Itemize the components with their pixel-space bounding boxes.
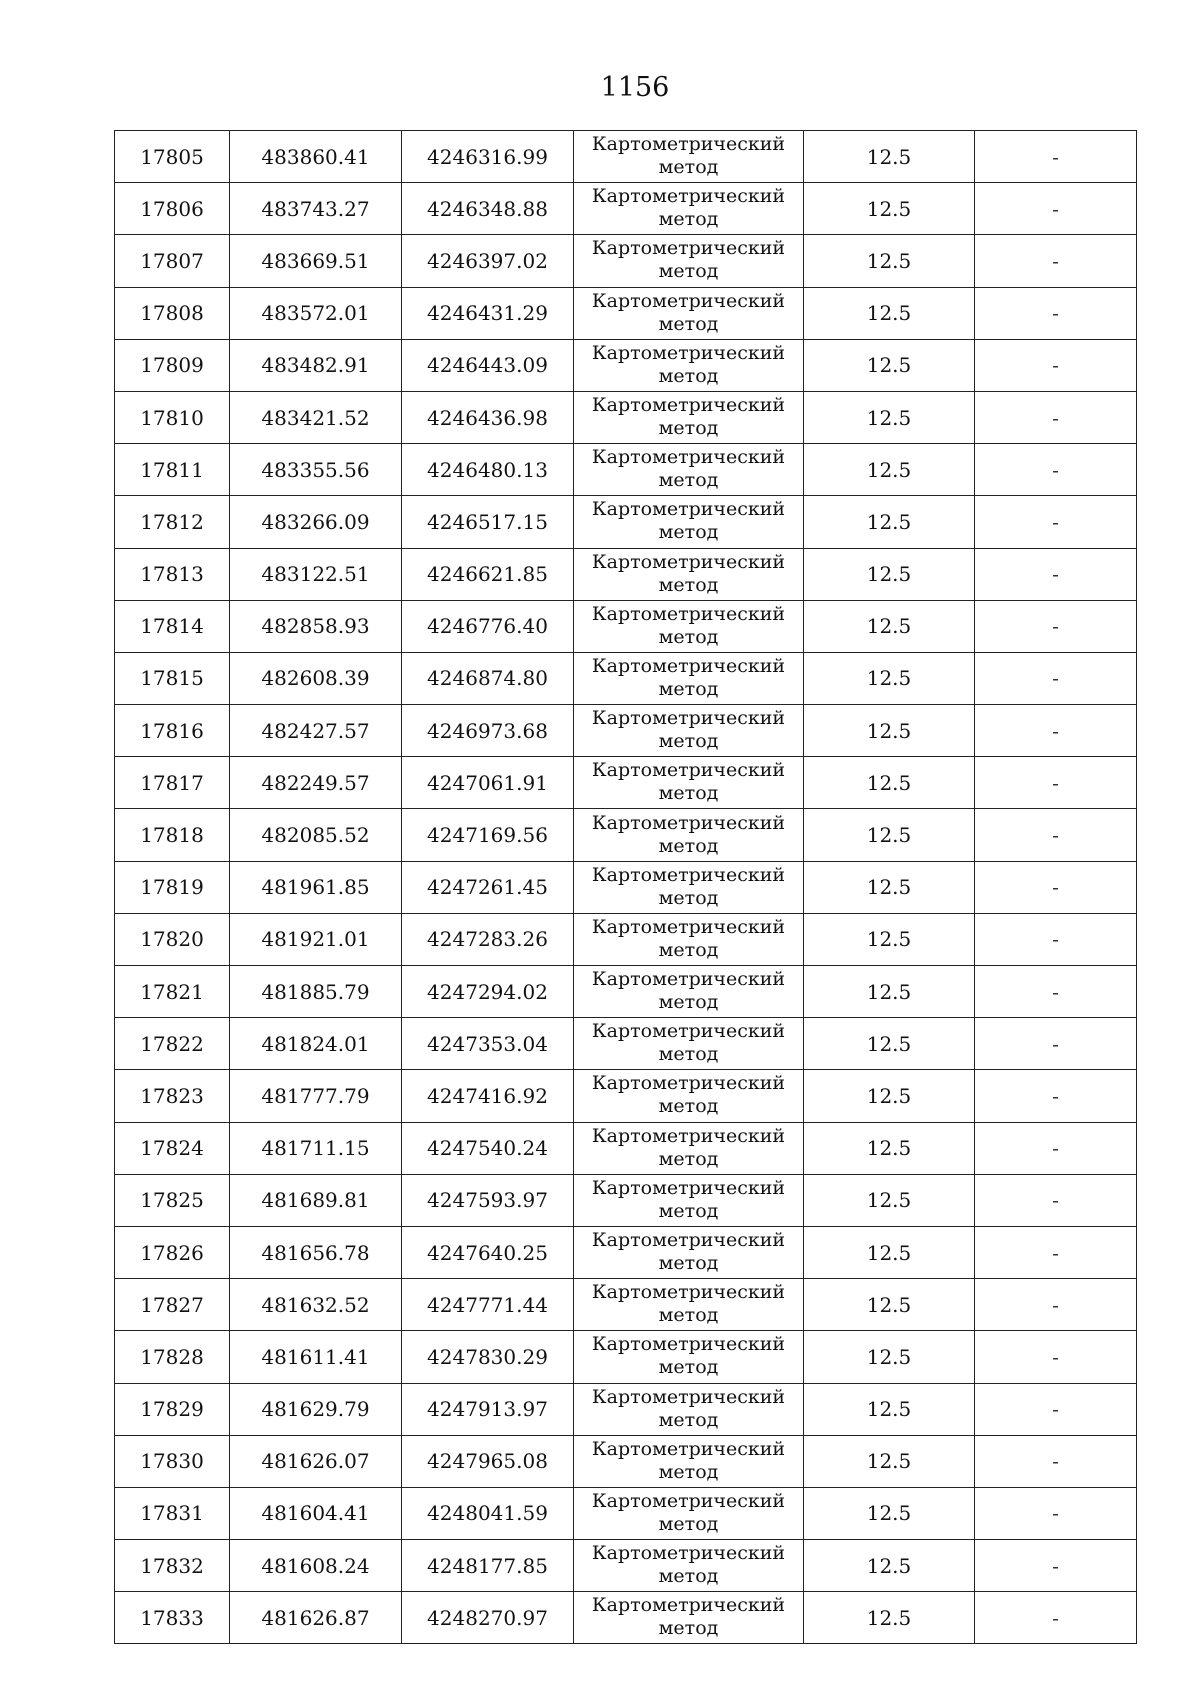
accuracy-cell: 12.5 xyxy=(804,1070,975,1122)
method-text-line1: Картометрический xyxy=(591,1385,786,1408)
method-cell xyxy=(574,496,804,548)
accuracy-cell: 12.5 xyxy=(804,1592,975,1644)
table-row xyxy=(115,1279,1137,1331)
note-cell: - xyxy=(975,600,1137,652)
method-cell xyxy=(574,705,804,757)
point-number-cell: 17832 xyxy=(115,1540,230,1592)
accuracy-cell: 12.5 xyxy=(804,1122,975,1174)
x-coordinate-cell: 481604.41 xyxy=(230,1487,402,1539)
method-cell xyxy=(574,757,804,809)
method-cell xyxy=(574,183,804,235)
x-coordinate-cell: 481777.79 xyxy=(230,1070,402,1122)
accuracy-cell: 12.5 xyxy=(804,652,975,704)
method-text-line2: метод xyxy=(658,1043,719,1066)
method-text-line2: метод xyxy=(658,1147,719,1170)
accuracy-cell: 12.5 xyxy=(804,861,975,913)
accuracy-cell: 12.5 xyxy=(804,131,975,183)
y-coordinate-cell: 4247169.56 xyxy=(402,809,574,861)
y-coordinate-cell: 4246621.85 xyxy=(402,548,574,600)
point-number-cell: 17819 xyxy=(115,861,230,913)
table-row xyxy=(115,652,1137,704)
y-coordinate-cell: 4247771.44 xyxy=(402,1279,574,1331)
method-cell xyxy=(574,652,804,704)
accuracy-cell: 12.5 xyxy=(804,966,975,1018)
note-cell: - xyxy=(975,1435,1137,1487)
method-text-line1: Картометрический xyxy=(591,1072,786,1095)
note-cell: - xyxy=(975,131,1137,183)
accuracy-cell: 12.5 xyxy=(804,913,975,965)
accuracy-cell: 12.5 xyxy=(804,1435,975,1487)
method-text-line1: Картометрический xyxy=(591,1124,786,1147)
table-row xyxy=(115,1487,1137,1539)
y-coordinate-cell: 4247283.26 xyxy=(402,913,574,965)
method-text-line1: Картометрический xyxy=(591,1281,786,1304)
point-number-cell: 17805 xyxy=(115,131,230,183)
accuracy-cell: 12.5 xyxy=(804,1018,975,1070)
note-cell: - xyxy=(975,966,1137,1018)
x-coordinate-cell: 481629.79 xyxy=(230,1383,402,1435)
method-cell xyxy=(574,1122,804,1174)
x-coordinate-cell: 483266.09 xyxy=(230,496,402,548)
x-coordinate-cell: 482427.57 xyxy=(230,705,402,757)
method-cell xyxy=(574,1592,804,1644)
y-coordinate-cell: 4247640.25 xyxy=(402,1226,574,1278)
y-coordinate-cell: 4247593.97 xyxy=(402,1174,574,1226)
method-cell xyxy=(574,1279,804,1331)
accuracy-cell: 12.5 xyxy=(804,548,975,600)
accuracy-cell: 12.5 xyxy=(804,1226,975,1278)
table-row xyxy=(115,548,1137,600)
point-number-cell: 17817 xyxy=(115,757,230,809)
x-coordinate-cell: 483860.41 xyxy=(230,131,402,183)
y-coordinate-cell: 4246443.09 xyxy=(402,339,574,391)
accuracy-cell: 12.5 xyxy=(804,1540,975,1592)
x-coordinate-cell: 482858.93 xyxy=(230,600,402,652)
table-row xyxy=(115,1592,1137,1644)
point-number-cell: 17811 xyxy=(115,444,230,496)
method-text-line1: Картометрический xyxy=(591,1594,786,1617)
method-text-line1: Картометрический xyxy=(591,185,786,208)
point-number-cell: 17822 xyxy=(115,1018,230,1070)
method-cell xyxy=(574,1226,804,1278)
x-coordinate-cell: 481608.24 xyxy=(230,1540,402,1592)
table-row xyxy=(115,496,1137,548)
accuracy-cell: 12.5 xyxy=(804,1174,975,1226)
method-text-line2: метод xyxy=(658,1304,719,1327)
accuracy-cell: 12.5 xyxy=(804,600,975,652)
method-text-line2: метод xyxy=(658,1095,719,1118)
x-coordinate-cell: 481656.78 xyxy=(230,1226,402,1278)
note-cell: - xyxy=(975,496,1137,548)
point-number-cell: 17830 xyxy=(115,1435,230,1487)
method-text-line1: Картометрический xyxy=(591,602,786,625)
method-text-line2: метод xyxy=(658,364,719,387)
table-row xyxy=(115,757,1137,809)
point-number-cell: 17820 xyxy=(115,913,230,965)
method-text-line1: Картометрический xyxy=(591,498,786,521)
method-text-line2: метод xyxy=(658,312,719,335)
table-row xyxy=(115,966,1137,1018)
x-coordinate-cell: 483669.51 xyxy=(230,235,402,287)
table-row xyxy=(115,444,1137,496)
point-number-cell: 17813 xyxy=(115,548,230,600)
point-number-cell: 17812 xyxy=(115,496,230,548)
method-text-line2: метод xyxy=(658,991,719,1014)
point-number-cell: 17827 xyxy=(115,1279,230,1331)
y-coordinate-cell: 4246431.29 xyxy=(402,287,574,339)
accuracy-cell: 12.5 xyxy=(804,391,975,443)
method-text-line2: метод xyxy=(658,1460,719,1483)
method-text-line1: Картометрический xyxy=(591,1020,786,1043)
table-row xyxy=(115,1122,1137,1174)
x-coordinate-cell: 483482.91 xyxy=(230,339,402,391)
method-text-line2: метод xyxy=(658,1512,719,1535)
x-coordinate-cell: 481611.41 xyxy=(230,1331,402,1383)
method-text-line1: Картометрический xyxy=(591,707,786,730)
x-coordinate-cell: 481824.01 xyxy=(230,1018,402,1070)
note-cell: - xyxy=(975,1383,1137,1435)
method-cell xyxy=(574,548,804,600)
y-coordinate-cell: 4248041.59 xyxy=(402,1487,574,1539)
method-text-line2: метод xyxy=(658,938,719,961)
y-coordinate-cell: 4246776.40 xyxy=(402,600,574,652)
method-text-line2: метод xyxy=(658,782,719,805)
page-number: 1156 xyxy=(600,72,670,103)
method-cell xyxy=(574,913,804,965)
accuracy-cell: 12.5 xyxy=(804,235,975,287)
method-cell xyxy=(574,1540,804,1592)
x-coordinate-cell: 482249.57 xyxy=(230,757,402,809)
note-cell: - xyxy=(975,652,1137,704)
table-row xyxy=(115,131,1137,183)
point-number-cell: 17814 xyxy=(115,600,230,652)
table-row xyxy=(115,1174,1137,1226)
method-text-line1: Картометрический xyxy=(591,654,786,677)
method-cell xyxy=(574,1070,804,1122)
method-text-line1: Картометрический xyxy=(591,550,786,573)
accuracy-cell: 12.5 xyxy=(804,809,975,861)
method-text-line2: метод xyxy=(658,1199,719,1222)
method-text-line1: Картометрический xyxy=(591,341,786,364)
coordinates-table-body xyxy=(115,131,1137,1644)
table-row xyxy=(115,1070,1137,1122)
method-text-line1: Картометрический xyxy=(591,289,786,312)
x-coordinate-cell: 481885.79 xyxy=(230,966,402,1018)
method-text-line1: Картометрический xyxy=(591,1229,786,1252)
method-text-line2: метод xyxy=(658,521,719,544)
x-coordinate-cell: 483572.01 xyxy=(230,287,402,339)
point-number-cell: 17818 xyxy=(115,809,230,861)
method-text-line2: метод xyxy=(658,573,719,596)
x-coordinate-cell: 482085.52 xyxy=(230,809,402,861)
note-cell: - xyxy=(975,1018,1137,1070)
note-cell: - xyxy=(975,1540,1137,1592)
method-text-line1: Картометрический xyxy=(591,133,786,156)
x-coordinate-cell: 483355.56 xyxy=(230,444,402,496)
method-text-line1: Картометрический xyxy=(591,394,786,417)
x-coordinate-cell: 481632.52 xyxy=(230,1279,402,1331)
method-text-line1: Картометрический xyxy=(591,446,786,469)
method-text-line1: Картометрический xyxy=(591,1542,786,1565)
note-cell: - xyxy=(975,1226,1137,1278)
accuracy-cell: 12.5 xyxy=(804,496,975,548)
accuracy-cell: 12.5 xyxy=(804,444,975,496)
method-cell xyxy=(574,600,804,652)
point-number-cell: 17826 xyxy=(115,1226,230,1278)
note-cell: - xyxy=(975,757,1137,809)
note-cell: - xyxy=(975,1122,1137,1174)
point-number-cell: 17809 xyxy=(115,339,230,391)
note-cell: - xyxy=(975,339,1137,391)
accuracy-cell: 12.5 xyxy=(804,183,975,235)
x-coordinate-cell: 481626.07 xyxy=(230,1435,402,1487)
note-cell: - xyxy=(975,183,1137,235)
table-row xyxy=(115,861,1137,913)
method-text-line2: метод xyxy=(658,677,719,700)
method-text-line1: Картометрический xyxy=(591,863,786,886)
table-row xyxy=(115,1540,1137,1592)
y-coordinate-cell: 4246436.98 xyxy=(402,391,574,443)
table-row xyxy=(115,1226,1137,1278)
table-row xyxy=(115,1331,1137,1383)
method-cell xyxy=(574,287,804,339)
y-coordinate-cell: 4246517.15 xyxy=(402,496,574,548)
y-coordinate-cell: 4246397.02 xyxy=(402,235,574,287)
method-text-line2: метод xyxy=(658,834,719,857)
method-cell xyxy=(574,1331,804,1383)
point-number-cell: 17828 xyxy=(115,1331,230,1383)
accuracy-cell: 12.5 xyxy=(804,1383,975,1435)
y-coordinate-cell: 4247294.02 xyxy=(402,966,574,1018)
y-coordinate-cell: 4247540.24 xyxy=(402,1122,574,1174)
accuracy-cell: 12.5 xyxy=(804,1331,975,1383)
table-row xyxy=(115,391,1137,443)
method-text-line2: метод xyxy=(658,886,719,909)
note-cell: - xyxy=(975,1487,1137,1539)
y-coordinate-cell: 4246874.80 xyxy=(402,652,574,704)
method-text-line2: метод xyxy=(658,417,719,440)
method-text-line2: метод xyxy=(658,1565,719,1588)
method-text-line1: Картометрический xyxy=(591,759,786,782)
table-row xyxy=(115,287,1137,339)
method-text-line2: метод xyxy=(658,1356,719,1379)
method-cell xyxy=(574,339,804,391)
method-text-line1: Картометрический xyxy=(591,811,786,834)
note-cell: - xyxy=(975,548,1137,600)
note-cell: - xyxy=(975,809,1137,861)
method-cell xyxy=(574,1174,804,1226)
point-number-cell: 17816 xyxy=(115,705,230,757)
y-coordinate-cell: 4247416.92 xyxy=(402,1070,574,1122)
method-cell xyxy=(574,1383,804,1435)
x-coordinate-cell: 481921.01 xyxy=(230,913,402,965)
y-coordinate-cell: 4247353.04 xyxy=(402,1018,574,1070)
y-coordinate-cell: 4247261.45 xyxy=(402,861,574,913)
note-cell: - xyxy=(975,1070,1137,1122)
point-number-cell: 17810 xyxy=(115,391,230,443)
note-cell: - xyxy=(975,705,1137,757)
y-coordinate-cell: 4246480.13 xyxy=(402,444,574,496)
note-cell: - xyxy=(975,391,1137,443)
point-number-cell: 17831 xyxy=(115,1487,230,1539)
method-text-line1: Картометрический xyxy=(591,237,786,260)
table-row xyxy=(115,339,1137,391)
method-cell xyxy=(574,966,804,1018)
method-cell xyxy=(574,1018,804,1070)
x-coordinate-cell: 481626.87 xyxy=(230,1592,402,1644)
coordinates-table xyxy=(114,130,1137,1644)
table-row xyxy=(115,913,1137,965)
y-coordinate-cell: 4246973.68 xyxy=(402,705,574,757)
method-cell xyxy=(574,809,804,861)
y-coordinate-cell: 4247965.08 xyxy=(402,1435,574,1487)
point-number-cell: 17825 xyxy=(115,1174,230,1226)
point-number-cell: 17824 xyxy=(115,1122,230,1174)
table-row xyxy=(115,809,1137,861)
point-number-cell: 17807 xyxy=(115,235,230,287)
point-number-cell: 17829 xyxy=(115,1383,230,1435)
method-cell xyxy=(574,1435,804,1487)
table-row xyxy=(115,1018,1137,1070)
table-row xyxy=(115,600,1137,652)
accuracy-cell: 12.5 xyxy=(804,339,975,391)
table-row xyxy=(115,235,1137,287)
note-cell: - xyxy=(975,1331,1137,1383)
note-cell: - xyxy=(975,287,1137,339)
method-text-line2: метод xyxy=(658,260,719,283)
method-text-line2: метод xyxy=(658,730,719,753)
table-row xyxy=(115,1383,1137,1435)
x-coordinate-cell: 481711.15 xyxy=(230,1122,402,1174)
x-coordinate-cell: 481961.85 xyxy=(230,861,402,913)
accuracy-cell: 12.5 xyxy=(804,705,975,757)
method-text-line1: Картометрический xyxy=(591,968,786,991)
method-cell xyxy=(574,1487,804,1539)
method-text-line1: Картометрический xyxy=(591,1176,786,1199)
table-row xyxy=(115,1435,1137,1487)
y-coordinate-cell: 4247913.97 xyxy=(402,1383,574,1435)
method-text-line1: Картометрический xyxy=(591,1489,786,1512)
method-text-line2: метод xyxy=(658,469,719,492)
note-cell: - xyxy=(975,444,1137,496)
point-number-cell: 17833 xyxy=(115,1592,230,1644)
accuracy-cell: 12.5 xyxy=(804,1279,975,1331)
point-number-cell: 17806 xyxy=(115,183,230,235)
method-text-line1: Картометрический xyxy=(591,1437,786,1460)
note-cell: - xyxy=(975,913,1137,965)
x-coordinate-cell: 483421.52 xyxy=(230,391,402,443)
method-text-line2: метод xyxy=(658,156,719,179)
accuracy-cell: 12.5 xyxy=(804,287,975,339)
table-row xyxy=(115,183,1137,235)
x-coordinate-cell: 483122.51 xyxy=(230,548,402,600)
y-coordinate-cell: 4246316.99 xyxy=(402,131,574,183)
x-coordinate-cell: 482608.39 xyxy=(230,652,402,704)
note-cell: - xyxy=(975,861,1137,913)
method-text-line1: Картометрический xyxy=(591,915,786,938)
method-cell xyxy=(574,861,804,913)
note-cell: - xyxy=(975,1174,1137,1226)
point-number-cell: 17815 xyxy=(115,652,230,704)
note-cell: - xyxy=(975,235,1137,287)
method-text-line2: метод xyxy=(658,1252,719,1275)
method-text-line1: Картометрический xyxy=(591,1333,786,1356)
point-number-cell: 17823 xyxy=(115,1070,230,1122)
point-number-cell: 17808 xyxy=(115,287,230,339)
y-coordinate-cell: 4247061.91 xyxy=(402,757,574,809)
method-text-line2: метод xyxy=(658,1408,719,1431)
method-cell xyxy=(574,444,804,496)
x-coordinate-cell: 483743.27 xyxy=(230,183,402,235)
y-coordinate-cell: 4248270.97 xyxy=(402,1592,574,1644)
y-coordinate-cell: 4247830.29 xyxy=(402,1331,574,1383)
note-cell: - xyxy=(975,1279,1137,1331)
y-coordinate-cell: 4246348.88 xyxy=(402,183,574,235)
x-coordinate-cell: 481689.81 xyxy=(230,1174,402,1226)
method-text-line2: метод xyxy=(658,1617,719,1640)
method-cell xyxy=(574,131,804,183)
y-coordinate-cell: 4248177.85 xyxy=(402,1540,574,1592)
point-number-cell: 17821 xyxy=(115,966,230,1018)
method-cell xyxy=(574,391,804,443)
note-cell: - xyxy=(975,1592,1137,1644)
table-row xyxy=(115,705,1137,757)
accuracy-cell: 12.5 xyxy=(804,1487,975,1539)
method-cell xyxy=(574,235,804,287)
method-text-line2: метод xyxy=(658,208,719,231)
method-text-line2: метод xyxy=(658,625,719,648)
accuracy-cell: 12.5 xyxy=(804,757,975,809)
